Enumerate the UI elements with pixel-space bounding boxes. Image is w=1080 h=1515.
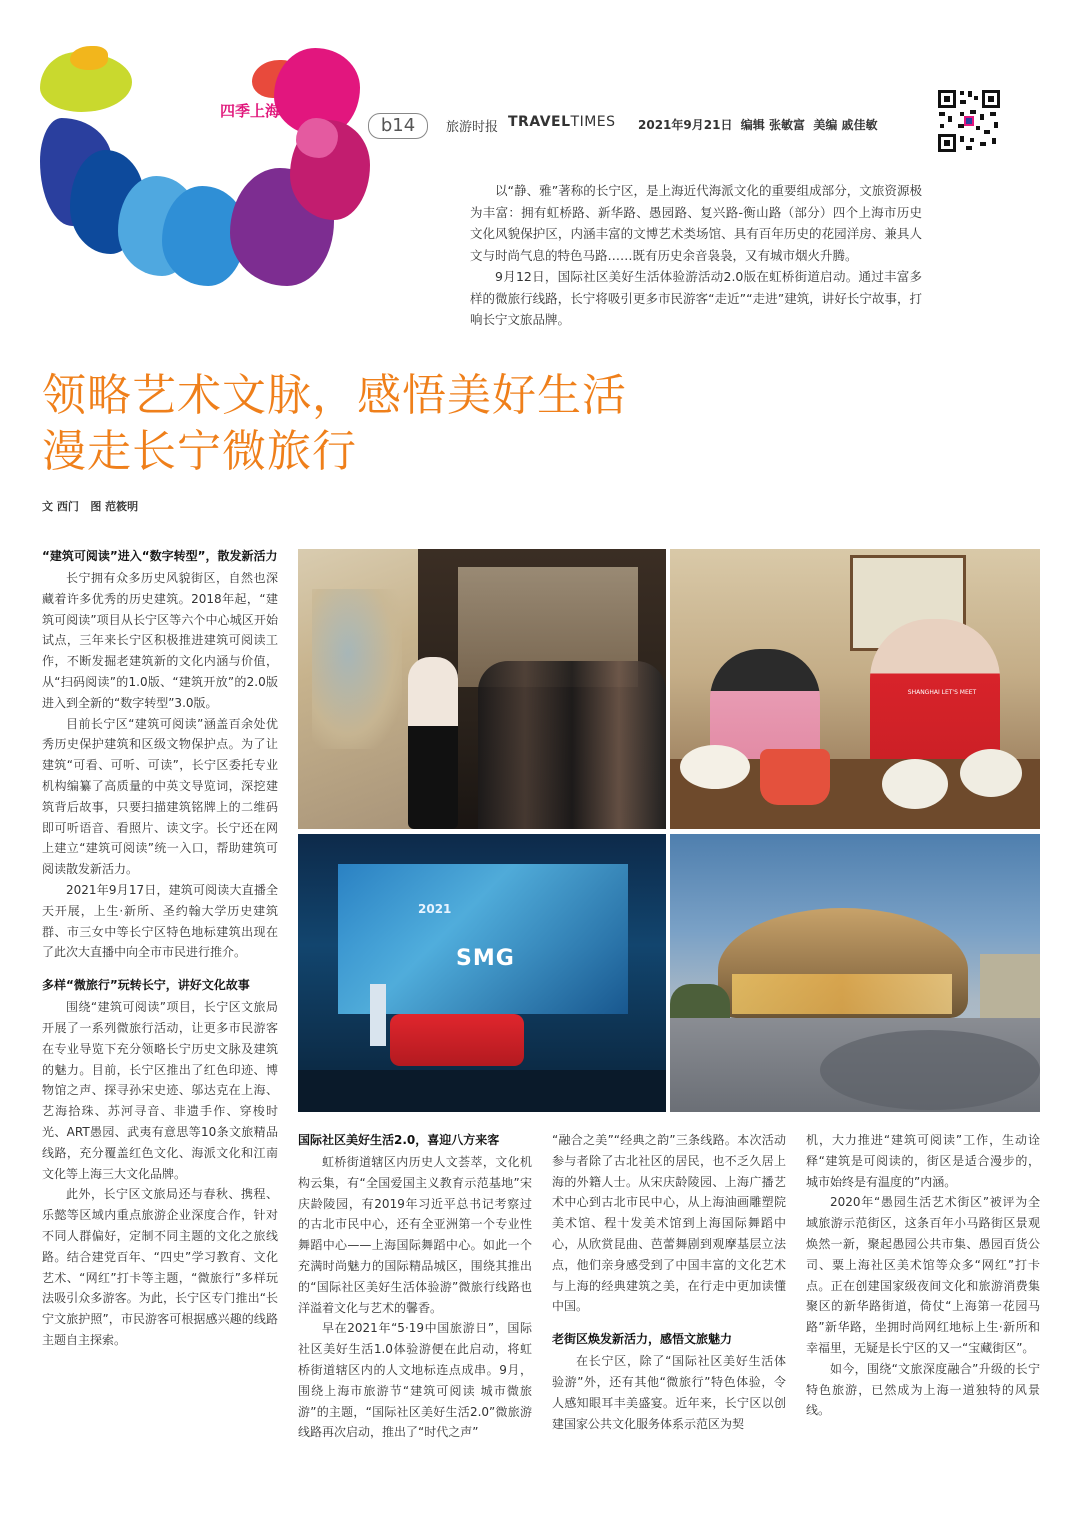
paper-name: 旅游时报 <box>446 120 499 135</box>
qr-code <box>936 88 1002 154</box>
photo-fan-blue <box>882 759 948 809</box>
intro-paragraph: 以“静、雅”著称的长宁区，是上海近代海派文化的重要组成部分，文旅资源极为丰富：拥有虹桥路、新华路、愚园路、复兴路-衡山路（部分）四个上海市历史文化风貌保护区，内涵丰富的文博艺术类场馆、具有百年历史的花园洋房、兼具人文与时尚气息的特色马路……既有历史余音袅袅，又有城市烟火升腾。 <box>470 183 922 263</box>
photo-guide-figure <box>408 657 458 829</box>
subheading: 老街区焕发新活力，感悟文旅魅力 <box>552 1332 733 1347</box>
photo-year-label: 2021 <box>418 902 452 916</box>
headline-line-1: 领略艺术文脉，感悟美好生活 <box>42 370 627 421</box>
photo-fan-third <box>960 749 1022 797</box>
photo-bucket <box>760 749 830 805</box>
photo-floor <box>298 1070 666 1112</box>
photo-plaza-circle <box>820 1030 1040 1110</box>
intro-paragraph: 9月12日，国际社区美好生活体验游活动2.0版在虹桥街道启动。通过丰富多样的微旅行线路，长宁将吸引更多市民游客“走近”“走进”建筑，讲好长宁故事，打响长宁文旅品牌。 <box>470 269 922 327</box>
subheading: 国际社区美好生活2.0，喜迎八方来客 <box>298 1133 500 1147</box>
photo-smg-exhibit <box>298 834 666 1112</box>
body-paragraph: “融合之美”“经典之韵”三条线路。本次活动参与者除了古北社区的居民，也不乏久居上海的外籍人士。从宋庆龄陵园、上海广播艺术中心到古北市民中心，从上海油画雕塑院美术馆、程十发美术馆到上海国际舞蹈中心，从欣赏昆曲、芭蕾舞剧到观摩基层立法点，他们亲身感受到了中国丰富的文化艺术与上海的经典建筑之美，在行走中更加读懂中国。 <box>552 1133 786 1314</box>
body-paragraph: 目前长宁区“建筑可阅读”涵盖百余处优秀历史保护建筑和区级文物保护点。为了让建筑“可看、可听、可读”，长宁区委托专业机构编纂了高质量的中英文导览词，深挖建筑背后故事，只要扫描建筑铭牌上的二维码即可听语音、看照片、读文字。长宁还在网上建立“建筑可阅读”统一入口，帮助建筑可阅读散发新活力。 <box>42 716 278 877</box>
photo-kiosk <box>370 984 386 1046</box>
body-paragraph: 如今，围绕“文旅深度融合”升级的长宁特色旅游，已然成为上海一道独特的风景线。 <box>806 1361 1040 1418</box>
photo-painting-workshop <box>670 549 1040 829</box>
subheading: 多样“微旅行”玩转长宁，讲好文化故事 <box>42 978 250 993</box>
body-paragraph: 虹桥街道辖区内历史人文荟萃，文化机构云集，有“全国爱国主义教育示范基地”宋庆龄陵园，有2019年习近平总书记考察过的古北市民中心，还有全亚洲第一个专业性舞蹈中心——上海国际舞蹈中心。如此一个充满时尚魅力的国际精品城区，围绕其推出的“国际社区美好生活体验游”微旅行线路也洋溢着文化与艺术的馨香。 <box>298 1155 532 1315</box>
logo-petal-rose <box>296 118 338 158</box>
photo-smg-logo: SMG <box>456 946 515 971</box>
body-paragraph: 2021年9月17日，建筑可阅读大直播全天开展，上生·新所、圣约翰大学历史建筑群、市三女中等长宁区特色地标建筑出现在了此次大直播中向全市市民进行推介。 <box>42 882 278 960</box>
paper-en-bold: TRAVEL <box>508 114 571 130</box>
body-paragraph: 早在2021年“5·19中国旅游日”，国际社区美好生活1.0体验游便在此启动，将虹桥街道辖区内的人文地标连点成串。9月，围绕上海市旅游节“建筑可阅读 城市微旅游”的主题，“国际社区美好生活2.0”微旅游线路再次启动，推出了“时代之声” <box>298 1321 532 1440</box>
subheading: “建筑可阅读”进入“数字转型”，散发新活力 <box>42 549 278 563</box>
paper-name-en <box>508 114 616 130</box>
photo-shirt-text: SHANGHAI LET'S MEET <box>907 689 977 696</box>
photo-theatre-building <box>670 834 1040 1112</box>
logo-petal-orange <box>70 46 108 70</box>
paper-en-light: TIMES <box>570 114 616 130</box>
dateline: 2021年9月21日 编辑 张敏富 美编 戚佳敏 <box>638 118 878 132</box>
body-paragraph: 此外，长宁区文旅局还与春秋、携程、乐懿等区域内重点旅游企业深度合作，针对不同人群偏好，定制不同主题的文化之旅线路。结合建党百年、“四史”学习教育、文化艺术、“网红”打卡等主题，“微旅行”多样玩法吸引众多游客。为此，长宁区专门推出“长宁文旅护照”，市民游客可根据感兴趣的线路主题自主探索。 <box>42 1187 278 1347</box>
headline-line-2: 漫走长宁微旅行 <box>42 426 357 477</box>
photo-building-glow <box>732 974 952 1014</box>
body-paragraph: 在长宁区，除了“国际社区美好生活体验游”外，还有其他“微旅行”特色体验，令人感知眼耳丰美盛宴。近年来，长宁区以创建国家公共文化服务体系示范区为契 <box>552 1354 786 1431</box>
page-number: b14 <box>368 113 428 139</box>
article-column-3 <box>552 1130 786 1434</box>
photo-red-sofa <box>390 1014 524 1066</box>
article-column-1 <box>42 546 278 1351</box>
section-tag: 四季上海 <box>220 102 281 120</box>
body-paragraph: 机，大力推进“建筑可阅读”工作，生动诠释“建筑是可阅读的，街区是适合漫步的，城市始终是有温度的”内涵。 <box>806 1133 1040 1189</box>
article-column-2 <box>298 1130 532 1443</box>
article-column-4 <box>806 1130 1040 1421</box>
photo-visitors <box>478 661 666 829</box>
photo-side-building <box>980 954 1040 1024</box>
body-paragraph: 2020年“愚园生活艺术街区”被评为全域旅游示范街区，这条百年小马路街区景观焕然一新，聚起愚园公共市集、愚园百货公司、粟上海社区美术馆等众多“网红”打卡点。正在创建国家级夜间文化和旅游消费集聚区的新华路街道，倚仗“上海第一花园马路”新华路，坐拥时尚网红地标上生·新所和幸福里，无疑是长宁区的又一“宝藏街区”。 <box>806 1195 1040 1355</box>
photo-painting-detail <box>312 589 402 749</box>
body-paragraph: 长宁拥有众多历史风貌街区，自然也深藏着许多优秀的历史建筑。2018年起，“建筑可阅读”项目从长宁区等六个中心城区开始试点，三年来长宁区积极推进建筑可阅读工作，不断发掘老建筑新的文化内涵与价值，从“扫码阅读”的1.0版、“建筑开放”的2.0版进入到全新的“数字转型”3.0版。 <box>42 571 278 710</box>
intro-block <box>470 180 922 331</box>
body-paragraph: 围绕“建筑可阅读”项目，长宁区文旅局开展了一系列微旅行活动，让更多市民游客在专业导览下充分领略长宁历史文脉及建筑的魅力。目前，长宁区推出了红色印迹、博物馆之声、探寻孙宋史迹、邬达克在上海、艺海拾珠、苏河寻音、非遗手作、穿梭时光、ART愚园、武夷有意思等10条文旅精品线路，充分覆盖红色文化、海派文化和江南文化等上海三大文化品牌。 <box>42 1000 278 1181</box>
photo-fan-yellow <box>680 745 750 789</box>
photo-museum-tour <box>298 549 666 829</box>
byline: 文 西门 图 范筱明 <box>42 500 139 513</box>
headline <box>42 368 762 480</box>
